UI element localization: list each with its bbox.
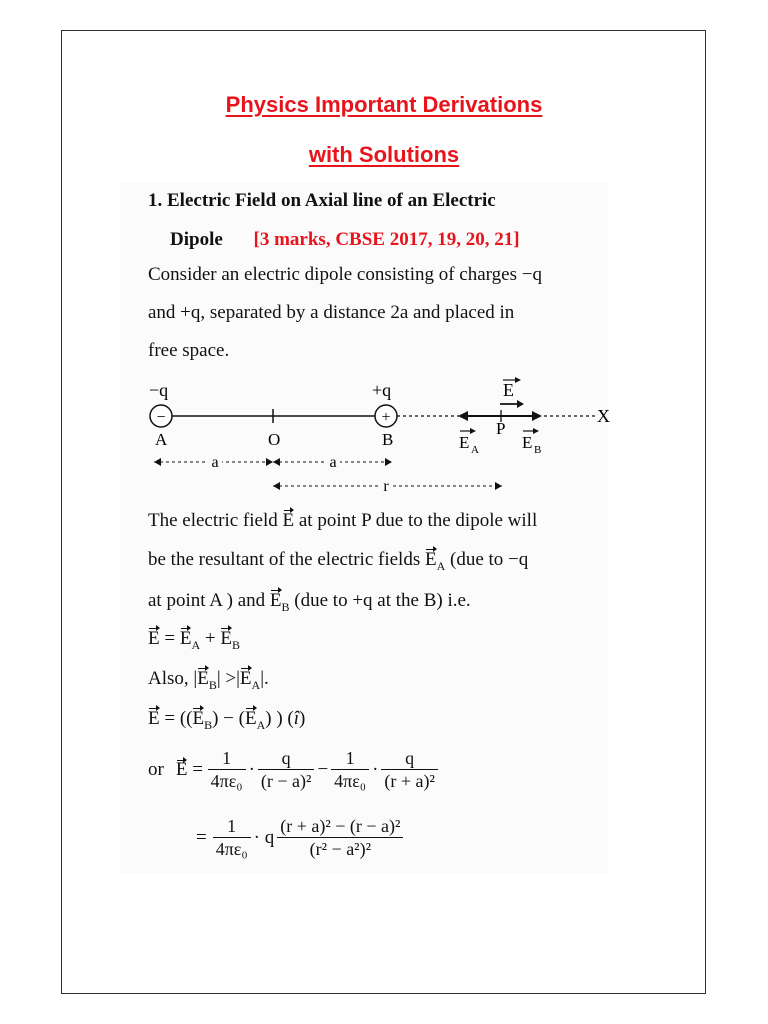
eq4-equals: = — [196, 826, 207, 848]
pos-charge-label: +q — [372, 380, 392, 400]
eq3-dot-2: · — [372, 758, 379, 780]
p1-text-b: at point P due to the dipole will — [294, 510, 538, 531]
sub-b: B — [281, 599, 290, 614]
point-b-label: B — [382, 430, 394, 449]
page-subtitle: with Solutions — [308, 142, 460, 167]
also-ea: E — [239, 668, 252, 689]
eq1-eb: E — [220, 628, 232, 649]
field-eb-label: E — [522, 433, 533, 452]
eq3-minus: − — [317, 758, 329, 780]
pos-symbol: + — [381, 409, 391, 426]
dist-a2-label: a — [329, 454, 337, 471]
section-heading-cont — [170, 228, 520, 252]
eq2-ea-sub: A — [256, 717, 266, 732]
eq3-or: or — [148, 758, 164, 780]
p3-text-b: (due to +q at the B) i.e. — [289, 590, 471, 611]
eq2-b: ) − ( — [212, 708, 245, 729]
para-line-3 — [148, 589, 471, 619]
point-a-label: A — [155, 430, 168, 449]
dist-r-label: r — [383, 478, 389, 495]
axis-x-label: X — [597, 406, 610, 426]
also-end: |. — [260, 668, 269, 689]
eq2-d: ) — [299, 708, 306, 729]
p1-text-a: The electric field — [148, 510, 283, 531]
eq1-plus: + — [200, 628, 221, 649]
heading-dipole: Dipole — [170, 229, 223, 250]
field-eb-sub: B — [534, 444, 542, 456]
equation-sum — [148, 627, 240, 657]
equation-direction — [148, 707, 305, 737]
eq1-ea-sub: A — [191, 637, 201, 652]
eq1-e: E — [148, 628, 160, 649]
dist-a1-label: a — [211, 454, 219, 471]
p2-text-b: (due to −q — [445, 549, 529, 570]
vec-e: E — [282, 510, 295, 531]
eq2-unit-vector: î — [293, 708, 300, 729]
field-ea-label: E — [459, 433, 470, 452]
eq3-e: E — [175, 758, 188, 780]
eq3-frac-2: $\frac{q}{\text{(r − a)²}}$ — [258, 747, 315, 792]
also-eb: E — [197, 668, 209, 689]
dipole-diagram — [140, 370, 620, 500]
eq1-ea: E — [179, 628, 192, 649]
eq2-e: E — [148, 708, 160, 729]
eq4-frac-2: $\frac{\text{(r + a)² − (r − a)²}}{\text{(r² − a²)²}}$ — [277, 815, 403, 860]
intro-line-2: and +q, separated by a distance 2a and placed in — [148, 302, 515, 323]
vec-ea: E — [424, 549, 437, 570]
eq1-eb-sub: B — [231, 637, 240, 652]
also-ea-sub: A — [251, 677, 261, 692]
eq4-dot-q: · q — [253, 826, 275, 848]
point-o-label: O — [268, 430, 281, 449]
eq2-ea: E — [244, 708, 257, 729]
eq2-eb-sub: B — [204, 717, 213, 732]
para-line-2 — [148, 548, 528, 578]
marks-badge: [3 marks, CBSE 2017, 19, 20, 21] — [253, 229, 520, 250]
also-prefix: Also, | — [148, 668, 198, 689]
field-ea-sub: A — [471, 444, 479, 456]
field-e-label: E — [503, 380, 514, 400]
eq3-frac-4: $\frac{q}{\text{(r + a)²}}$ — [381, 747, 438, 792]
page-title: Physics Important Derivations — [225, 92, 543, 117]
eq2-a: = (( — [159, 708, 193, 729]
sub-a: A — [436, 558, 446, 573]
vec-eb: E — [269, 590, 282, 611]
intro-line-3: free space. — [148, 340, 230, 361]
neg-symbol: − — [156, 409, 166, 426]
intro-line-1: Consider an electric dipole consisting of charges −q — [148, 264, 542, 285]
p2-text-a: be the resultant of the electric fields — [148, 549, 425, 570]
neg-charge-label: −q — [149, 380, 169, 400]
eq4-frac-1: $\frac{1}{\text{4πε₀}}$ — [213, 815, 251, 860]
section-heading: 1. Electric Field on Axial line of an Electric — [148, 190, 496, 211]
eq3-dot-1: · — [248, 758, 255, 780]
also-eb-sub: B — [208, 677, 217, 692]
equation-simplified — [196, 815, 403, 860]
point-p-label: P — [496, 419, 506, 438]
eq3-equals: = — [187, 758, 208, 780]
also-mid: | >| — [216, 668, 240, 689]
eq3-frac-3: $\frac{1}{\text{4πε₀}}$ — [331, 747, 369, 792]
also-statement — [148, 667, 269, 697]
eq1-equals: = — [159, 628, 180, 649]
eq3-frac-1: $\frac{1}{\text{4πε₀}}$ — [208, 747, 246, 792]
equation-field — [148, 747, 438, 792]
p3-text-a: at point A ) and — [148, 590, 270, 611]
para-line-1 — [148, 509, 537, 533]
eq2-c: ) ) ( — [265, 708, 294, 729]
eq2-eb: E — [192, 708, 205, 729]
